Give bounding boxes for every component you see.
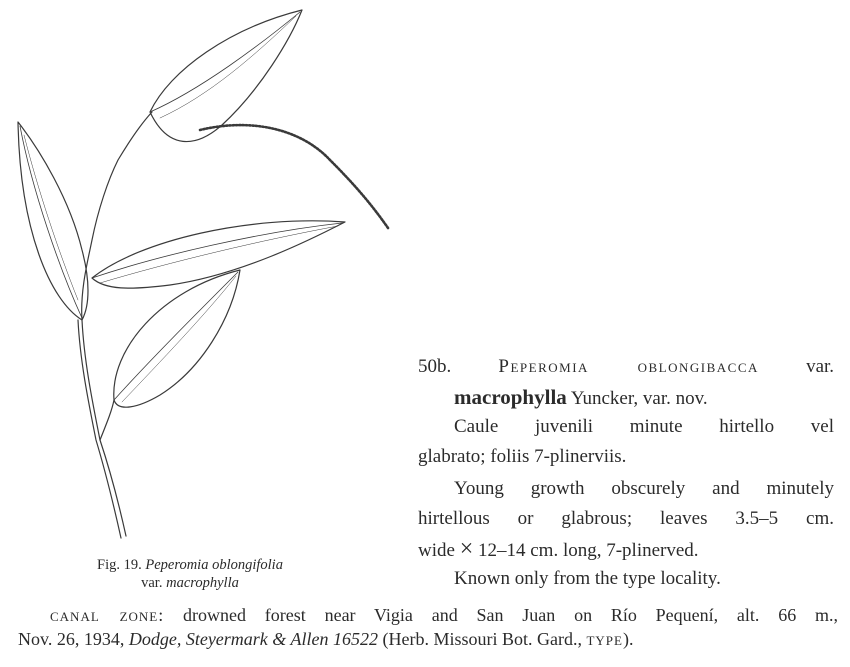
times-symbol: ×	[459, 536, 474, 562]
english-line-3	[418, 534, 834, 566]
specimen-date: Nov. 26, 1934,	[18, 629, 125, 649]
specimen-locality: drowned forest near Vigia and San Juan on Río Pequení, alt. 66 m.,	[183, 605, 839, 625]
specimen-line-1	[18, 604, 838, 626]
leaf-middle	[92, 221, 345, 288]
variety-name: macrophylla	[454, 385, 567, 409]
authority: Yuncker, var. nov.	[570, 388, 708, 409]
specimen-type-label: type	[586, 629, 623, 649]
specimen-collectors: Dodge, Steyermark & Allen 16522	[128, 629, 378, 649]
english-line-2: hirtellous or glabrous; leaves 3.5–5 cm.	[418, 508, 834, 529]
stem	[82, 112, 152, 536]
english-line-3a: wide	[418, 540, 455, 561]
figure-caption	[30, 556, 350, 574]
variety-line	[418, 382, 834, 414]
english-line-1: Young growth obscurely and minutely	[454, 478, 834, 499]
figure-caption-variety	[30, 574, 350, 592]
leaf-lower	[114, 270, 240, 407]
species-heading	[418, 352, 834, 382]
english-line-3b: 12–14 cm. long, 7-plinerved.	[477, 540, 699, 561]
leaf-top	[150, 10, 302, 142]
specimen-region: canal zone:	[50, 605, 165, 625]
figure-variety-prefix: var.	[141, 575, 163, 591]
specimen-close: ).	[622, 629, 634, 649]
latin-line-2: glabrato; foliis 7-plinerviis.	[418, 446, 627, 467]
var-label: var.	[806, 356, 835, 377]
species-number: 50b.	[418, 356, 452, 377]
figure-variety: macrophylla	[166, 575, 239, 591]
latin-line-1: Caule juvenili minute hirtello vel	[454, 416, 834, 437]
specimen-line-2	[18, 628, 838, 650]
flower-spike	[200, 125, 388, 228]
botanical-illustration	[0, 0, 400, 560]
figure-species: Peperomia oblongifolia	[145, 557, 283, 573]
species-name: Peperomia oblongibacca	[498, 356, 759, 377]
figure-number: Fig. 19.	[97, 557, 142, 573]
locality-note: Known only from the type locality.	[454, 568, 721, 589]
specimen-herbarium: (Herb. Missouri Bot. Gard.,	[382, 629, 582, 649]
